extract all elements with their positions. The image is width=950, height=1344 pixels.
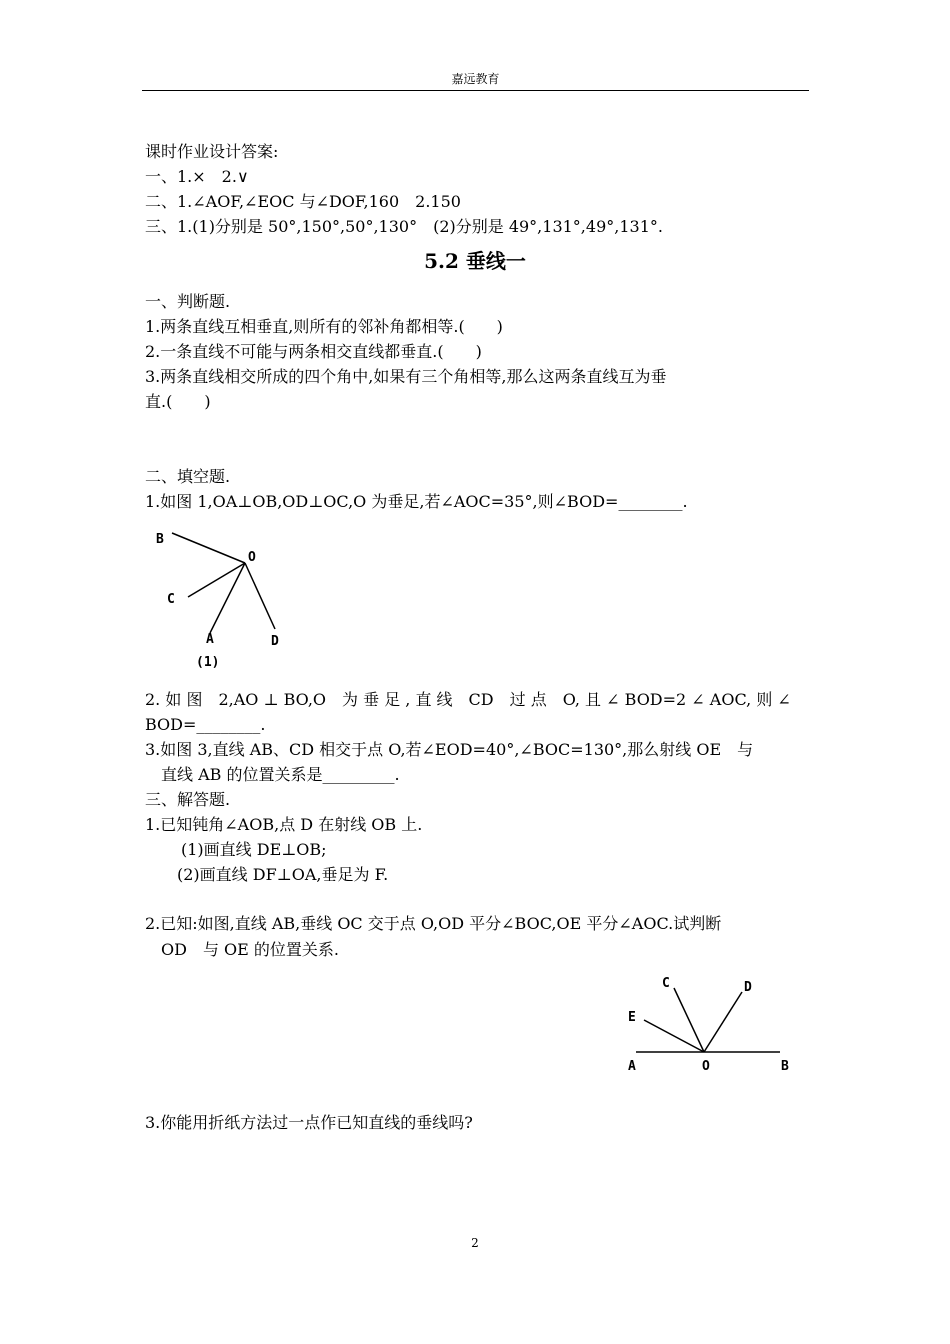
label-o: O [702,1059,710,1074]
part3-question-3: 3.你能用折纸方法过一点作已知直线的垂线吗? [145,1113,473,1132]
page-number: 2 [471,1236,479,1250]
label-c: C [167,592,175,607]
part3-question-1-sub-1: (1)画直线 DE⊥OB; [181,840,327,859]
label-d: D [271,634,279,649]
part2-question-1: 1.如图 1,OA⊥OB,OD⊥OC,O 为垂足,若∠AOC=35°,则∠BOD=________. [145,492,688,511]
part3-question-2-line-1: 2.已知:如图,直线 AB,垂线 OC 交于点 O,OD 平分∠BOC,OE 平分∠AOC.试判断 [145,914,722,933]
label-c: C [662,976,670,991]
part3-heading: 三、解答题. [145,790,231,809]
ray-oe [644,1020,704,1052]
answers-heading: 课时作业设计答案: [145,142,279,161]
part3-question-1-sub-2: (2)画直线 DF⊥OA,垂足为 F. [177,865,389,884]
answers-line-2: 二、1.∠AOF,∠EOC 与∠DOF,160 2.150 [145,192,461,211]
page-header: 嘉远教育 [142,70,809,91]
section-title: 5.2 垂线一 [424,249,526,273]
part1-question-2: 2.一条直线不可能与两条相交直线都垂直.( ) [145,342,482,361]
label-b: B [156,532,164,547]
label-a: A [206,632,214,647]
label-o: O [248,550,256,565]
part3-question-1: 1.已知钝角∠AOB,点 D 在射线 OB 上. [145,815,423,834]
part1-question-1: 1.两条直线互相垂直,则所有的邻补角都相等.( ) [145,317,503,336]
part1-heading: 一、判断题. [145,292,231,311]
ray-od [245,563,275,629]
label-b: B [781,1059,789,1074]
figure-2-diagram [620,970,800,1080]
part2-question-3-line-2: 直线 AB 的位置关系是_________. [161,765,400,784]
ray-ob [172,533,245,563]
answers-line-3: 三、1.(1)分别是 50°,150°,50°,130° (2)分别是 49°,131°,49°,131°. [145,217,663,236]
label-d: D [744,980,752,995]
figure-1-diagram [150,525,290,675]
part3-question-2-line-2: OD 与 OE 的位置关系. [161,940,340,959]
part1-question-3-line-2: 直.( ) [145,392,211,411]
part2-heading: 二、填空题. [145,467,231,486]
ray-oc [674,988,704,1052]
ray-od [704,992,742,1052]
label-e: E [628,1010,636,1025]
figure-1-caption: (1) [196,655,220,670]
part2-question-3-line-1: 3.如图 3,直线 AB、CD 相交于点 O,若∠EOD=40°,∠BOC=130°,那么射线 OE 与 [145,740,754,759]
answers-line-1: 一、1.× 2.∨ [145,167,249,186]
part2-question-2-line-2: BOD=________. [145,715,266,734]
part1-question-3-line-1: 3.两条直线相交所成的四个角中,如果有三个角相等,那么这两条直线互为垂 [145,367,667,386]
label-a: A [628,1059,636,1074]
part2-question-2-line-1: 2. 如 图 2,AO ⊥ BO,O 为 垂 足 , 直 线 CD 过 点 O, 且 ∠ BOD=2 ∠ AOC, 则 ∠ [145,690,791,709]
